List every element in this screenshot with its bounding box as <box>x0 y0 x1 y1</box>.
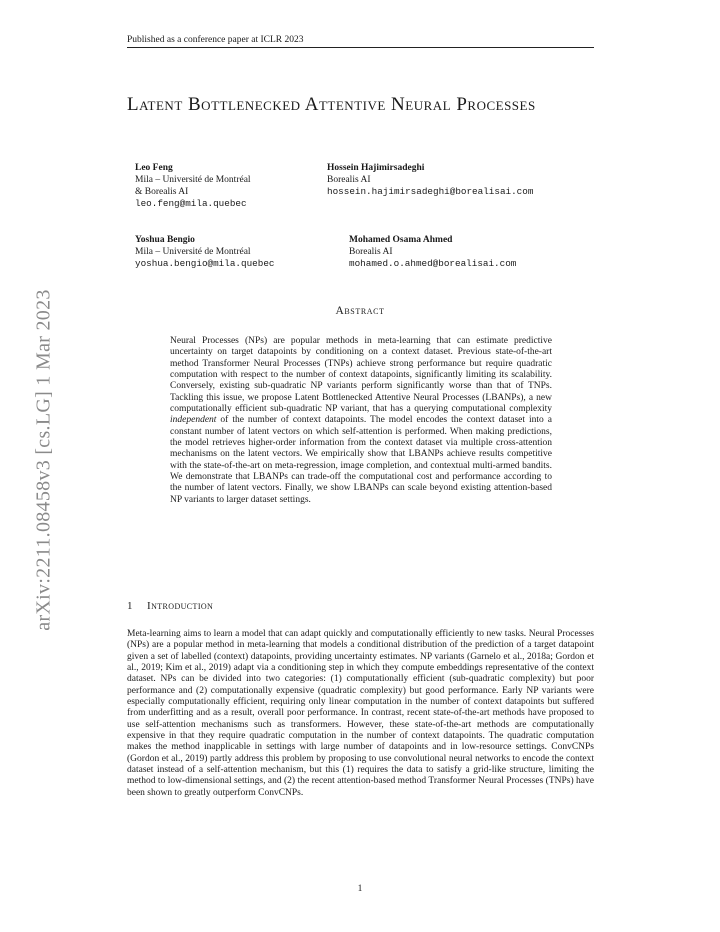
author-block <box>349 234 516 270</box>
abstract-heading: Abstract <box>335 305 385 317</box>
author-name: Hossein Hajimirsadeghi <box>327 163 425 173</box>
author-affiliation: Borealis AI <box>327 175 371 185</box>
abstract-text-continued: of the number of context datapoints. The model encodes the context dataset into a constant number of latent vectors on which self-attention is performed. When making predictions, the model retrieves higher-order information from the context dataset via multiple cross-attention mechanisms on the latent vectors. We empirically show that LBANPs achieve results competitive with the state-of-the-art on meta-regression, image completion, and contextual multi-armed bandits. We demonstrate that LBANPs can trade-off the computational cost and performance according to the number of latent vectors. Finally, we show LBANPs can scale beyond existing attention-based NP variants to larger dataset settings. <box>170 415 552 505</box>
intro-paragraph: Meta-learning aims to learn a model that can adapt quickly and computationally efficiently to new tasks. Neural Processes (NPs) are a popular method in meta-learning that models a conditional distribution of the prediction of a target datapoint given a set of labelled (context) datapoints, providing uncertainty estimates. NP variants (Garnelo et al., 2018a; Gordon et al., 2019; Kim et al., 2019) adapt via a conditioning step in which they compute embeddings representative of the context dataset. NPs can be divided into two categories: (1) computationally efficient (sub-quadratic complexity) but poor performance and (2) computationally expensive (quadratic complexity) but good performance. Early NP variants were especially computationally efficient, requiring only linear computation in the number of context datapoints but suffered from underfitting and as a result, overall poor performance. In contrast, recent state-of-the-art methods have proposed to use self-attention mechanisms such as transformers. However, these state-of-the-art methods are computationally expensive in that they require quadratic computation in the number of context datapoints. The quadratic computation makes the method inapplicable in settings with large number of datapoints and in low-resource settings. ConvCNPs (Gordon et al., 2019) partly address this problem by proposing to use convolutional neural networks to encode the context dataset instead of a self-attention mechanism, but this (1) requires the data to satisfy a grid-like structure, limiting the method to low-dimensional settings, and (2) the recent attention-based method Transformer Neural Processes (TNPs) have been shown to greatly outperform ConvCNPs. <box>127 629 594 798</box>
author-block <box>327 162 533 198</box>
author-email: hossein.hajimirsadeghi@borealisai.com <box>327 186 534 197</box>
section-number: 1 <box>127 600 133 612</box>
author-name: Mohamed Osama Ahmed <box>349 235 453 245</box>
header-rule <box>127 47 594 48</box>
section-heading <box>127 600 213 612</box>
paper-title: Latent Bottlenecked Attentive Neural Processes <box>127 94 536 115</box>
abstract-text: Neural Processes (NPs) are popular methods in meta-learning that can estimate predictive uncertainty on target datapoints by conditioning on a context dataset. Previous state-of-the-art method Transformer Neural Processes (TNPs) achieve strong performance but require quadratic computation with respect to the number of context datapoints, significantly limiting its scalability. Conversely, existing sub-quadratic NP variants perform significantly worse than that of TNPs. Tackling this issue, we propose Latent Bottlenecked Attentive Neural Processes (LBANPs), a new computationally efficient sub-quadratic NP variant, that has a querying computational complexity <box>170 336 552 415</box>
arxiv-stamp-text: arXiv:2211.08458v3 [cs.LG] 1 Mar 2023 <box>32 289 55 631</box>
author-block <box>135 162 251 210</box>
author-email: leo.feng@mila.quebec <box>135 198 247 209</box>
author-name: Yoshua Bengio <box>135 235 195 245</box>
section-title: Introduction <box>147 600 214 612</box>
author-block <box>135 234 274 270</box>
author-email: mohamed.o.ahmed@borealisai.com <box>349 258 517 269</box>
author-affiliation: Mila – Université de Montréal <box>135 175 251 185</box>
author-affiliation-line2: & Borealis AI <box>135 187 189 197</box>
author-affiliation: Borealis AI <box>349 247 393 257</box>
abstract-emphasis: independent <box>170 415 217 426</box>
author-email: yoshua.bengio@mila.quebec <box>135 258 275 269</box>
abstract-body <box>170 336 552 506</box>
running-header: Published as a conference paper at ICLR 2023 <box>127 35 304 45</box>
author-name: Leo Feng <box>135 163 173 173</box>
author-affiliation: Mila – Université de Montréal <box>135 247 251 257</box>
page-number: 1 <box>357 884 363 894</box>
